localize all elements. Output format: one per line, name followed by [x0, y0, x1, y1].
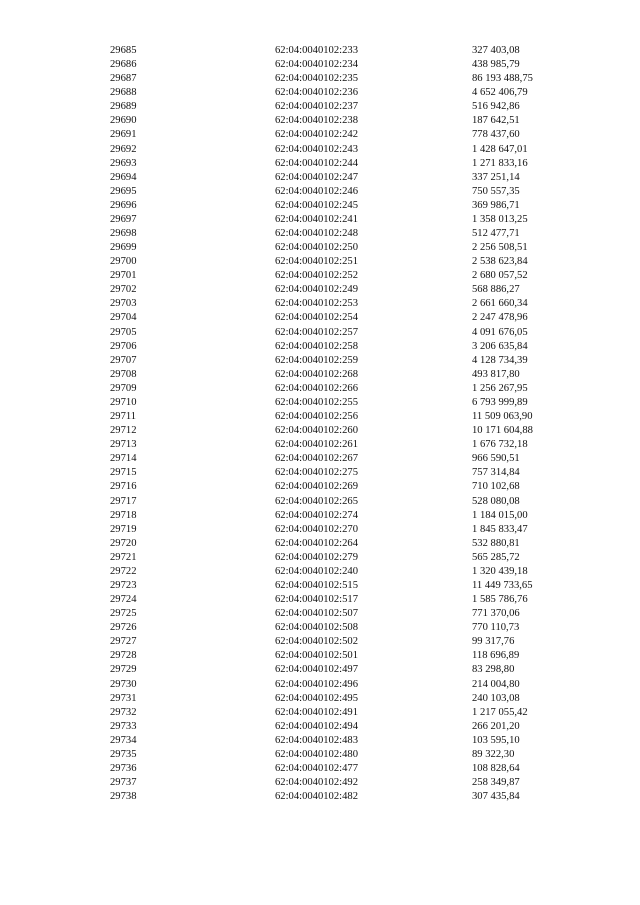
table-row: [0, 382, 640, 396]
cadastral-value: 1 320 439,18: [472, 565, 528, 577]
cadastral-value: 99 317,76: [472, 636, 515, 648]
row-number: 29695: [110, 185, 137, 197]
row-number: 29689: [110, 101, 137, 113]
cadastral-number: 62:04:0040102:494: [275, 720, 358, 732]
cadastral-value: 118 696,89: [472, 650, 520, 662]
row-number: 29738: [110, 791, 137, 803]
cadastral-value: 1 256 267,95: [472, 382, 528, 394]
cadastral-value: 770 110,73: [472, 622, 520, 634]
table-row: [0, 255, 640, 269]
row-number: 29720: [110, 537, 137, 549]
cadastral-value: 710 102,68: [472, 481, 520, 493]
cadastral-value: 512 477,71: [472, 228, 520, 240]
cadastral-number: 62:04:0040102:256: [275, 411, 358, 423]
row-number: 29705: [110, 326, 137, 338]
row-number: 29692: [110, 143, 137, 155]
cadastral-number: 62:04:0040102:246: [275, 185, 358, 197]
cadastral-value: 307 435,84: [472, 791, 520, 803]
row-number: 29729: [110, 664, 137, 676]
cadastral-number: 62:04:0040102:266: [275, 382, 358, 394]
cadastral-value: 89 322,30: [472, 748, 515, 760]
row-number: 29713: [110, 439, 137, 451]
cadastral-number: 62:04:0040102:258: [275, 340, 358, 352]
row-number: 29718: [110, 509, 137, 521]
cadastral-number: 62:04:0040102:482: [275, 791, 358, 803]
row-number: 29709: [110, 382, 137, 394]
table-row: [0, 495, 640, 509]
cadastral-number: 62:04:0040102:491: [275, 706, 358, 718]
cadastral-value: 1 676 732,18: [472, 439, 528, 451]
table-row: [0, 635, 640, 649]
table-row: [0, 593, 640, 607]
cadastral-number: 62:04:0040102:260: [275, 425, 358, 437]
table-row: [0, 663, 640, 677]
table-row: [0, 213, 640, 227]
cadastral-number: 62:04:0040102:264: [275, 537, 358, 549]
cadastral-value: 11 509 063,90: [472, 411, 533, 423]
row-number: 29722: [110, 565, 137, 577]
cadastral-value: 327 403,08: [472, 45, 520, 56]
table-row: [0, 410, 640, 424]
cadastral-value: 1 184 015,00: [472, 509, 528, 521]
table-row: [0, 143, 640, 157]
row-number: 29711: [110, 411, 137, 423]
cadastral-value: 1 585 786,76: [472, 594, 528, 606]
table-row: [0, 438, 640, 452]
cadastral-number: 62:04:0040102:274: [275, 509, 358, 521]
row-number: 29699: [110, 242, 137, 254]
table-row: [0, 621, 640, 635]
row-number: 29685: [110, 45, 137, 56]
cadastral-number: 62:04:0040102:275: [275, 467, 358, 479]
row-number: 29696: [110, 199, 137, 211]
cadastral-value: 438 985,79: [472, 59, 520, 71]
cadastral-number: 62:04:0040102:234: [275, 59, 358, 71]
cadastral-number: 62:04:0040102:496: [275, 678, 358, 690]
cadastral-number: 62:04:0040102:477: [275, 762, 358, 774]
row-number: 29715: [110, 467, 137, 479]
table-row: [0, 607, 640, 621]
cadastral-number: 62:04:0040102:269: [275, 481, 358, 493]
table-row: [0, 297, 640, 311]
row-number: 29735: [110, 748, 137, 760]
row-number: 29708: [110, 368, 137, 380]
table-row: [0, 551, 640, 565]
cadastral-value: 565 285,72: [472, 551, 520, 563]
cadastral-value: 86 193 488,75: [472, 73, 533, 85]
table-row: [0, 565, 640, 579]
row-number: 29686: [110, 59, 137, 71]
table-row: [0, 678, 640, 692]
cadastral-value: 240 103,08: [472, 692, 520, 704]
table-row: [0, 354, 640, 368]
cadastral-number: 62:04:0040102:243: [275, 143, 358, 155]
table-row: [0, 424, 640, 438]
table-row: [0, 340, 640, 354]
row-number: 29698: [110, 228, 137, 240]
cadastral-number: 62:04:0040102:480: [275, 748, 358, 760]
cadastral-value: 516 942,86: [472, 101, 520, 113]
row-number: 29733: [110, 720, 137, 732]
table-row: [0, 396, 640, 410]
cadastral-value: 568 886,27: [472, 284, 520, 296]
table-row: [0, 368, 640, 382]
table-row: [0, 199, 640, 213]
cadastral-value: 778 437,60: [472, 129, 520, 141]
table-row: [0, 706, 640, 720]
table-row: [0, 649, 640, 663]
row-number: 29719: [110, 523, 137, 535]
row-number: 29717: [110, 495, 137, 507]
cadastral-number: 62:04:0040102:237: [275, 101, 358, 113]
cadastral-number: 62:04:0040102:257: [275, 326, 358, 338]
row-number: 29693: [110, 157, 137, 169]
cadastral-value: 369 986,71: [472, 199, 520, 211]
cadastral-number: 62:04:0040102:502: [275, 636, 358, 648]
row-number: 29697: [110, 213, 137, 225]
cadastral-value: 2 256 508,51: [472, 242, 528, 254]
cadastral-value: 214 004,80: [472, 678, 520, 690]
cadastral-number: 62:04:0040102:242: [275, 129, 358, 141]
cadastral-value: 10 171 604,88: [472, 425, 533, 437]
row-number: 29710: [110, 396, 137, 408]
cadastral-number: 62:04:0040102:245: [275, 199, 358, 211]
cadastral-number: 62:04:0040102:268: [275, 368, 358, 380]
cadastral-number: 62:04:0040102:497: [275, 664, 358, 676]
table-row: [0, 326, 640, 340]
row-number: 29690: [110, 115, 137, 127]
cadastral-value: 966 590,51: [472, 453, 520, 465]
cadastral-number: 62:04:0040102:238: [275, 115, 358, 127]
cadastral-value: 532 880,81: [472, 537, 520, 549]
cadastral-number: 62:04:0040102:241: [275, 213, 358, 225]
cadastral-number: 62:04:0040102:492: [275, 777, 358, 789]
cadastral-number: 62:04:0040102:244: [275, 157, 358, 169]
cadastral-number: 62:04:0040102:252: [275, 270, 358, 282]
cadastral-number: 62:04:0040102:517: [275, 594, 358, 606]
cadastral-number: 62:04:0040102:259: [275, 354, 358, 366]
cadastral-value: 2 247 478,96: [472, 312, 528, 324]
row-number: 29712: [110, 425, 137, 437]
table-row: [0, 748, 640, 762]
cadastral-value: 337 251,14: [472, 171, 520, 183]
table-row: [0, 114, 640, 128]
row-number: 29688: [110, 87, 137, 99]
cadastral-value: 2 680 057,52: [472, 270, 528, 282]
table-row: [0, 72, 640, 86]
table-row: [0, 100, 640, 114]
cadastral-value: 266 201,20: [472, 720, 520, 732]
cadastral-number: 62:04:0040102:254: [275, 312, 358, 324]
cadastral-number: 62:04:0040102:270: [275, 523, 358, 535]
row-number: 29730: [110, 678, 137, 690]
table-row: [0, 790, 640, 804]
row-number: 29737: [110, 777, 137, 789]
row-number: 29687: [110, 73, 137, 85]
cadastral-number: 62:04:0040102:267: [275, 453, 358, 465]
cadastral-number: 62:04:0040102:265: [275, 495, 358, 507]
row-number: 29726: [110, 622, 137, 634]
cadastral-number: 62:04:0040102:253: [275, 298, 358, 310]
row-number: 29701: [110, 270, 137, 282]
table-row: [0, 269, 640, 283]
cadastral-number: 62:04:0040102:255: [275, 396, 358, 408]
row-number: 29723: [110, 579, 137, 591]
row-number: 29704: [110, 312, 137, 324]
cadastral-value: 108 828,64: [472, 762, 520, 774]
cadastral-value: 83 298,80: [472, 664, 515, 676]
cadastral-number: 62:04:0040102:483: [275, 734, 358, 746]
row-number: 29716: [110, 481, 137, 493]
cadastral-value: 771 370,06: [472, 608, 520, 620]
cadastral-number: 62:04:0040102:249: [275, 284, 358, 296]
table-row: [0, 283, 640, 297]
cadastral-value: 103 595,10: [472, 734, 520, 746]
cadastral-value: 1 845 833,47: [472, 523, 528, 535]
cadastral-value: 4 091 676,05: [472, 326, 528, 338]
table-row: [0, 171, 640, 185]
cadastral-number: 62:04:0040102:261: [275, 439, 358, 451]
table-row: [0, 692, 640, 706]
table-row: [0, 241, 640, 255]
table-row: [0, 776, 640, 790]
table-row: [0, 720, 640, 734]
table-row: [0, 466, 640, 480]
row-number: 29706: [110, 340, 137, 352]
cadastral-value: 3 206 635,84: [472, 340, 528, 352]
row-number: 29703: [110, 298, 137, 310]
table-row: [0, 44, 640, 58]
table-row: [0, 537, 640, 551]
cadastral-number: 62:04:0040102:248: [275, 228, 358, 240]
table-row: [0, 734, 640, 748]
row-number: 29731: [110, 692, 137, 704]
row-number: 29734: [110, 734, 137, 746]
table-row: [0, 523, 640, 537]
cadastral-number: 62:04:0040102:507: [275, 608, 358, 620]
cadastral-value: 1 271 833,16: [472, 157, 528, 169]
cadastral-number: 62:04:0040102:508: [275, 622, 358, 634]
row-number: 29714: [110, 453, 137, 465]
cadastral-value: 4 128 734,39: [472, 354, 528, 366]
row-number: 29702: [110, 284, 137, 296]
row-number: 29725: [110, 608, 137, 620]
table-row: [0, 227, 640, 241]
cadastral-number: 62:04:0040102:279: [275, 551, 358, 563]
row-number: 29728: [110, 650, 137, 662]
cadastral-value: 2 661 660,34: [472, 298, 528, 310]
table-row: [0, 157, 640, 171]
cadastral-number: 62:04:0040102:251: [275, 256, 358, 268]
cadastral-value: 258 349,87: [472, 777, 520, 789]
row-number: 29727: [110, 636, 137, 648]
cadastral-value: 528 080,08: [472, 495, 520, 507]
cadastral-value: 187 642,51: [472, 115, 520, 127]
cadastral-number: 62:04:0040102:235: [275, 73, 358, 85]
table-row: [0, 452, 640, 466]
table-row: [0, 185, 640, 199]
row-number: 29732: [110, 706, 137, 718]
cadastral-value: 493 817,80: [472, 368, 520, 380]
row-number: 29724: [110, 594, 137, 606]
cadastral-number: 62:04:0040102:250: [275, 242, 358, 254]
cadastral-number: 62:04:0040102:501: [275, 650, 358, 662]
row-number: 29700: [110, 256, 137, 268]
cadastral-value-table: [0, 44, 640, 804]
cadastral-value: 2 538 623,84: [472, 256, 528, 268]
cadastral-number: 62:04:0040102:515: [275, 579, 358, 591]
row-number: 29707: [110, 354, 137, 366]
table-row: [0, 579, 640, 593]
table-row: [0, 762, 640, 776]
cadastral-value: 1 428 647,01: [472, 143, 528, 155]
cadastral-number: 62:04:0040102:240: [275, 565, 358, 577]
cadastral-number: 62:04:0040102:236: [275, 87, 358, 99]
cadastral-value: 1 358 013,25: [472, 213, 528, 225]
cadastral-value: 4 652 406,79: [472, 87, 528, 99]
cadastral-value: 750 557,35: [472, 185, 520, 197]
row-number: 29694: [110, 171, 137, 183]
table-row: [0, 480, 640, 494]
row-number: 29736: [110, 762, 137, 774]
table-row: [0, 311, 640, 325]
row-number: 29691: [110, 129, 137, 141]
table-row: [0, 128, 640, 142]
row-number: 29721: [110, 551, 137, 563]
table-row: [0, 58, 640, 72]
table-row: [0, 509, 640, 523]
cadastral-value: 757 314,84: [472, 467, 520, 479]
table-row: [0, 86, 640, 100]
cadastral-value: 1 217 055,42: [472, 706, 528, 718]
cadastral-value: 6 793 999,89: [472, 396, 528, 408]
cadastral-number: 62:04:0040102:495: [275, 692, 358, 704]
cadastral-number: 62:04:0040102:247: [275, 171, 358, 183]
cadastral-number: 62:04:0040102:233: [275, 45, 358, 56]
cadastral-value: 11 449 733,65: [472, 579, 533, 591]
